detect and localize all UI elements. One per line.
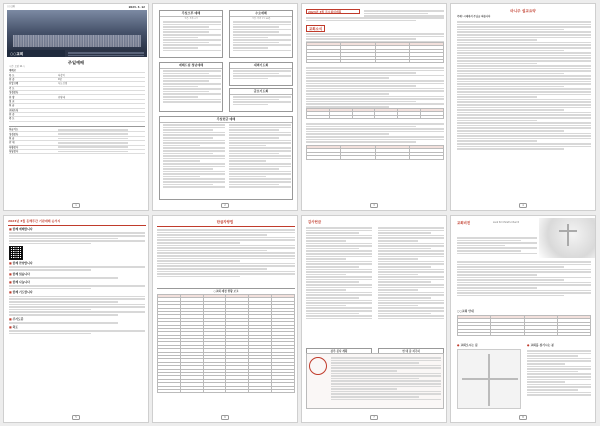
worship-order bbox=[9, 69, 145, 122]
page-number: 8 bbox=[451, 415, 595, 420]
box-subtitle: 시간: 저녁 7시 30분 bbox=[251, 18, 271, 21]
role-label: 성경봉독 bbox=[9, 132, 19, 136]
page-6 bbox=[152, 215, 298, 423]
schedule-grid bbox=[306, 353, 444, 409]
offering-table bbox=[306, 108, 444, 119]
people-icon: ● bbox=[527, 343, 530, 347]
map-image bbox=[457, 349, 521, 409]
church-info-table bbox=[457, 315, 591, 336]
location-icon: ● bbox=[457, 343, 460, 347]
page-number: 1 bbox=[4, 203, 148, 208]
cross-illustration bbox=[539, 218, 595, 258]
box-afternoon-worship bbox=[159, 10, 223, 58]
vision-subtitle: Look for Christ's Church bbox=[493, 221, 520, 224]
page-number: 5 bbox=[4, 415, 148, 420]
order-value: 찬양대 bbox=[57, 95, 65, 99]
order-label: 헌 금 bbox=[9, 104, 15, 108]
box-title: 새벽기도회 bbox=[230, 63, 292, 69]
order-label: 기 도 bbox=[9, 86, 15, 90]
role-value bbox=[58, 128, 145, 132]
bullet-icon: ■ bbox=[9, 260, 12, 265]
bullet-icon: ■ bbox=[9, 290, 12, 295]
role-value bbox=[58, 145, 145, 149]
finance-table bbox=[157, 294, 295, 393]
worship-title: 주일예배 bbox=[67, 60, 85, 65]
divider bbox=[9, 126, 145, 127]
order-label: 신앙고백 bbox=[9, 82, 19, 86]
plan-title: 2023년 3월 주요회의계획 bbox=[306, 9, 360, 14]
order-label: 교회소식 bbox=[9, 108, 19, 112]
role-label: 안 내 bbox=[9, 141, 15, 145]
item-title: 주기도문 bbox=[12, 316, 24, 321]
page-number: 6 bbox=[153, 415, 297, 420]
finance-table-title: ○교회 재정 현황 보고 bbox=[157, 288, 295, 293]
bullet-icon: ■ bbox=[9, 324, 12, 329]
role-label: 헌 금 bbox=[9, 136, 15, 140]
role-value bbox=[58, 132, 145, 136]
thanks-title: 감사헌금 bbox=[308, 220, 322, 224]
staff-title bbox=[527, 344, 591, 347]
page-8 bbox=[450, 215, 596, 423]
page-7 bbox=[301, 215, 447, 423]
cover-banner: ○○교회 bbox=[7, 50, 65, 57]
box-title: 수요예배 bbox=[230, 11, 292, 17]
box-subtitle: 시간: 오후 2시 bbox=[184, 18, 198, 21]
item-title: 함께 기도합니다 bbox=[12, 290, 33, 295]
order-label: 축 도 bbox=[9, 117, 15, 121]
qr-code-icon bbox=[9, 246, 23, 260]
page-number: 3 bbox=[302, 203, 446, 208]
order-label: 묵 도 bbox=[9, 73, 15, 77]
service-order bbox=[9, 226, 145, 335]
order-label: 설 교 bbox=[9, 99, 15, 103]
order-title: 2023년 3월 동해주간 기관예배 순서지 bbox=[8, 220, 146, 226]
bullet-icon: ■ bbox=[9, 316, 12, 321]
title-underline bbox=[157, 226, 295, 227]
page-number: 7 bbox=[302, 415, 446, 420]
role-label: 차량봉사 bbox=[9, 145, 19, 149]
item-title: 함께 찬양합니다 bbox=[12, 260, 33, 265]
church-name-small: ○○교회 bbox=[7, 5, 16, 8]
vision-title: 교회비전 bbox=[457, 221, 471, 225]
order-label: 성경봉독 bbox=[9, 91, 19, 95]
order-value: 9장 bbox=[57, 77, 62, 81]
box-dawn-prayer bbox=[229, 62, 293, 86]
korean-title: 한글자랑법 bbox=[216, 220, 234, 224]
calendar-label: 연 대 중 지극히 bbox=[378, 348, 444, 354]
item-title: 축도 bbox=[12, 324, 19, 329]
item-title: 함께 나눕니다 bbox=[12, 279, 30, 284]
box-friday-prayer bbox=[229, 88, 293, 112]
box-youth-worship bbox=[159, 62, 223, 112]
bulletin-date: 2023. 3. 12 bbox=[128, 6, 145, 9]
role-value bbox=[58, 150, 145, 154]
page-3 bbox=[301, 3, 447, 211]
worship-time: 시간: 오전 11시 bbox=[9, 65, 25, 68]
page-number: 2 bbox=[153, 203, 297, 208]
service-plan-label: 감주 봉사 계획 bbox=[306, 348, 372, 354]
directions-label: 교회오시는 길 bbox=[460, 343, 478, 347]
bullet-icon: ■ bbox=[9, 279, 12, 284]
order-value: 사도신경 bbox=[57, 82, 68, 86]
circle-emblem-icon bbox=[309, 357, 327, 375]
box-wednesday-worship bbox=[229, 10, 293, 58]
members-table bbox=[306, 145, 444, 160]
role-value bbox=[58, 137, 145, 141]
order-label: 예배로 bbox=[9, 69, 16, 73]
page-2 bbox=[152, 3, 298, 211]
sermon-subtitle: 주제: 시대에서 주님을 따릅니다 bbox=[457, 15, 491, 18]
box-offering-schedule bbox=[159, 116, 293, 200]
page-number: 4 bbox=[451, 203, 595, 208]
item-title: 함께 예배합니다 bbox=[12, 227, 33, 231]
order-label: 찬 송 bbox=[9, 77, 15, 81]
schedule-table bbox=[306, 42, 444, 63]
role-label: 헌금기도 bbox=[9, 128, 19, 132]
cover-photo bbox=[7, 10, 147, 50]
role-label: 식당봉사 bbox=[9, 150, 19, 154]
order-label: 찬 양 bbox=[9, 95, 15, 99]
cover-banner-info bbox=[65, 50, 147, 57]
box-title: 예배드림 청년예배 bbox=[160, 63, 222, 69]
item-title: 함께 읽습니다 bbox=[12, 271, 30, 276]
directions-title bbox=[457, 344, 521, 347]
church-news-title: 교회소식 bbox=[306, 25, 325, 32]
box-title: 주일헌금 예배 bbox=[160, 117, 292, 123]
church-info-title: ○○교회 안내 bbox=[457, 309, 474, 313]
page-1 bbox=[3, 3, 149, 211]
order-value: 다같이 bbox=[57, 73, 65, 77]
order-label: 찬 송 bbox=[9, 113, 15, 117]
role-value bbox=[58, 141, 145, 145]
service-roles bbox=[9, 128, 145, 154]
box-title: 금요기도회 bbox=[230, 89, 292, 95]
bullet-icon: ■ bbox=[9, 271, 12, 276]
page-5 bbox=[3, 215, 149, 423]
sermon-title: 마니주 설교요약 bbox=[510, 9, 536, 13]
staff-label: 교회홈 섬기시는 분 bbox=[530, 343, 554, 347]
box-title: 주일오후 예배 bbox=[160, 11, 222, 17]
bullet-icon: ■ bbox=[9, 227, 12, 231]
page-4 bbox=[450, 3, 596, 211]
